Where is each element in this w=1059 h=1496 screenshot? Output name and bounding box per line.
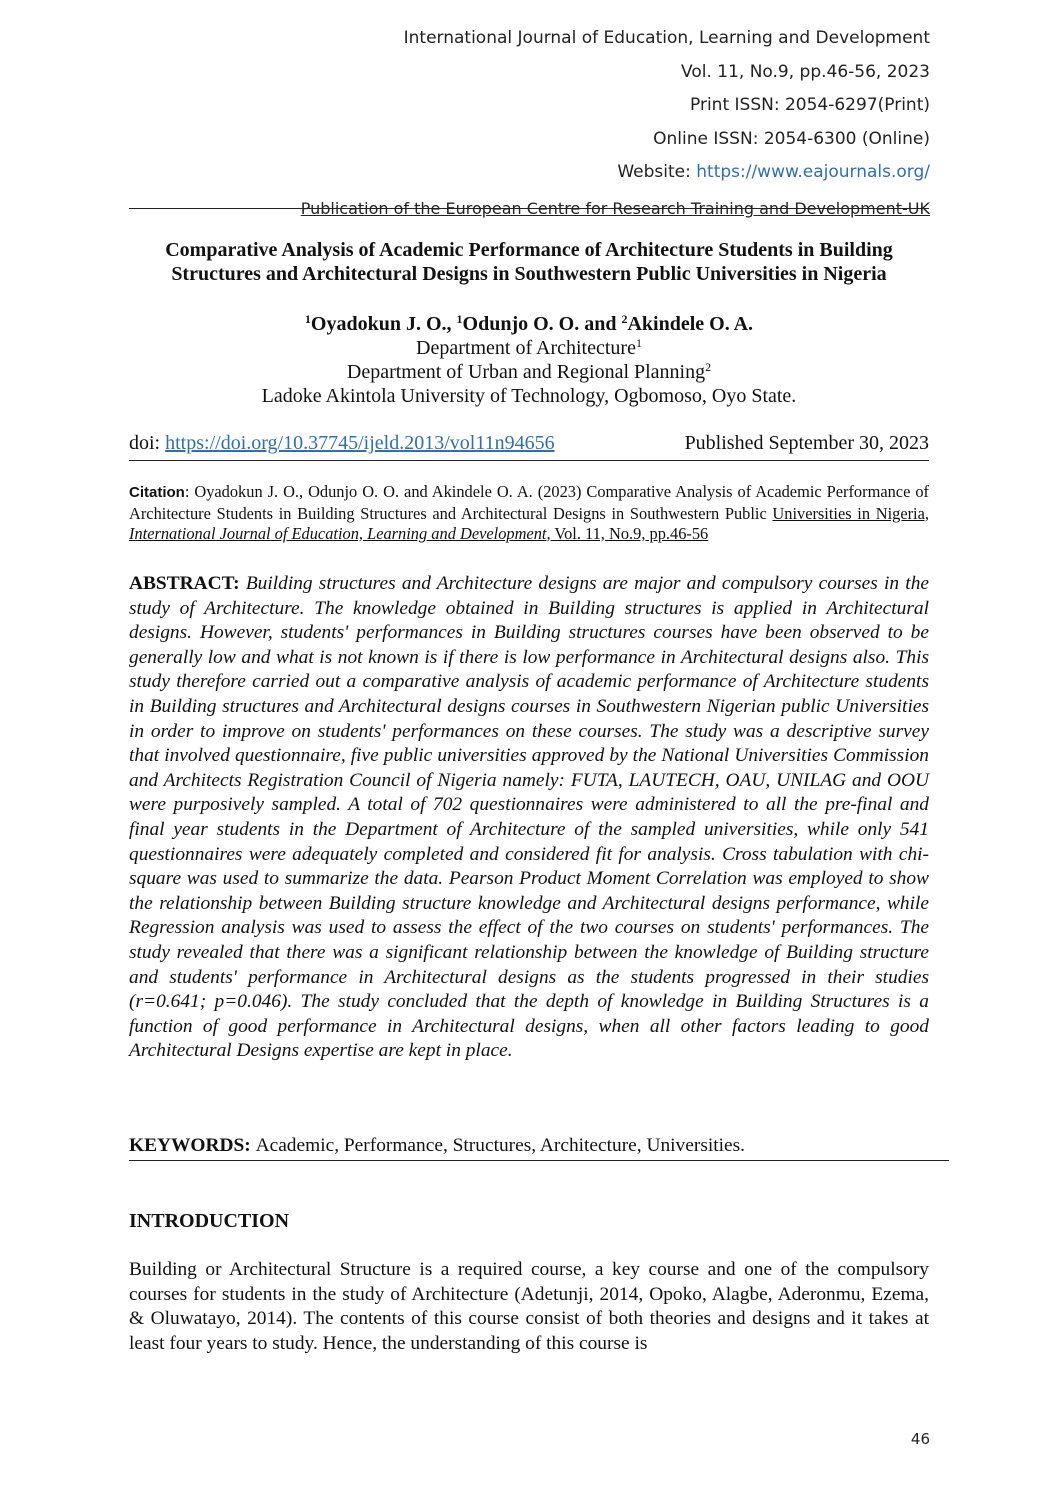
author-2-affiliation: 1 <box>456 312 463 326</box>
author-1-affiliation: 1 <box>304 312 311 326</box>
author-1: Oyadokun J. O., <box>310 313 457 335</box>
online-issn: Online ISSN: 2054-6300 (Online) <box>653 128 930 149</box>
page-number: 46 <box>910 1430 930 1448</box>
header-divider <box>129 208 929 209</box>
author-3-affiliation: 2 <box>621 312 628 326</box>
keywords <box>129 1134 949 1161</box>
citation-text-underlined: Universities in Nigeria, International Journal of Education, Learning and Development, Vol. 11, No.9, pp.46-56 <box>129 503 929 543</box>
affiliation-1: Department of Architecture$^1$ <box>416 336 642 359</box>
published-date: Published September 30, 2023 <box>684 432 929 454</box>
author-block <box>129 312 929 408</box>
journal-name: International Journal of Education, Learning and Development <box>403 28 930 48</box>
journal-volume: Vol. 11, No.9, pp.46-56, 2023 <box>681 61 930 82</box>
print-issn: Print ISSN: 2054-6297(Print) <box>690 95 930 115</box>
author-3: Akindele O. A. <box>627 313 754 335</box>
doi <box>129 432 555 455</box>
abstract-body: Building structures and Architecture designs are major and compulsory courses in the study of Architecture. The knowledge obtained in Building structures is applied in Architectural designs. However, students' performances in Building structures courses have been observed to be generally low and what is not known is if there is low performance in Architectural designs also. This study therefore carried out a comparative analysis of academic performance of Architecture students in Building structures and Architectural designs courses in Southwestern Nigerian public Universities in order to improve on students' performances on these courses. The study was a descriptive survey that involved questionnaire, five public universities approved by the National Universities Commission and Architects Registration Council of Nigeria namely: FUTA, LAUTECH, OAU, UNILAG and OOU were purposively sampled. A total of 702 questionnaires were administered to all the pre-final and final year students in the Department of Architecture of the sampled universities, while only 541 questionnaires were adequately completed and considered fit for analysis. Cross tabulation with chi-square was used to summarize the data. Pearson Product Moment Correlation was employed to show the relationship between Building structure knowledge and Architectural designs performance, while Regression analysis was used to assess the effect of the two courses on students' performances. The study revealed that there was a significant relationship between the knowledge of Building structure and students' performance in Architectural designs as the students progressed in their studies (r=0.641; p=0.046). The study concluded that the depth of knowledge in Building Structures is a function of good performance in Architectural designs, when all other factors leading to good Architectural Designs expertise are kept in place. <box>129 573 929 1062</box>
citation-text: : Oyadokun J. O., Odunjo O. O. and Akindele O. A. (2023) Comparative Analysis of Academic Performance of Architecture Students in Building Structures and Architectural Designs in Southwestern Public <box>129 482 929 523</box>
website-line <box>130 156 930 190</box>
title-line-1: Comparative Analysis of Academic Performance of Architecture Students in Building <box>165 239 893 261</box>
title-line-2: Structures and Architectural Designs in Southwestern Public Universities in Nigeria <box>171 263 887 285</box>
introduction-text: Building or Architectural Structure is a required course, a key course and one of the compulsory courses for students in the study of Architecture (Adetunji, 2014, Opoko, Alagbe, Aderonmu, Ezema, & Oluwatayo, 2014). The contents of this course consist of both theories and designs and it takes at least four years to study. Hence, the understanding of this course is <box>129 1259 929 1354</box>
abstract-label: ABSTRACT: <box>129 573 246 594</box>
publisher-line: Publication of the European Centre for Research Training and Development-UK <box>300 199 930 218</box>
paper-title <box>129 238 929 286</box>
author-2: Odunjo O. O. and <box>462 313 622 335</box>
citation <box>129 482 929 545</box>
journal-header <box>130 22 930 190</box>
website-label: Website: <box>617 162 697 182</box>
doi-row <box>129 432 929 461</box>
affiliation-2: Department of Urban and Regional Planning$^2$ <box>346 360 712 383</box>
introduction-heading: INTRODUCTION <box>129 1210 290 1232</box>
website-link[interactable]: https://www.eajournals.org/ <box>696 162 930 182</box>
doi-link[interactable]: https://doi.org/10.37745/ijeld.2013/vol11n94656 <box>165 432 555 454</box>
keywords-text: Academic, Performance, Structures, Architecture, Universities. <box>255 1135 746 1156</box>
abstract <box>129 572 929 1064</box>
citation-journal: International Journal of Education, Learning and Development <box>129 524 547 543</box>
doi-label: doi: <box>129 432 166 454</box>
keywords-label: KEYWORDS: <box>129 1135 256 1156</box>
author-names <box>129 312 929 336</box>
citation-label: Citation <box>129 484 185 501</box>
affiliation-3: Ladoke Akintola University of Technology, Ogbomoso, Oyo State. <box>261 385 797 407</box>
